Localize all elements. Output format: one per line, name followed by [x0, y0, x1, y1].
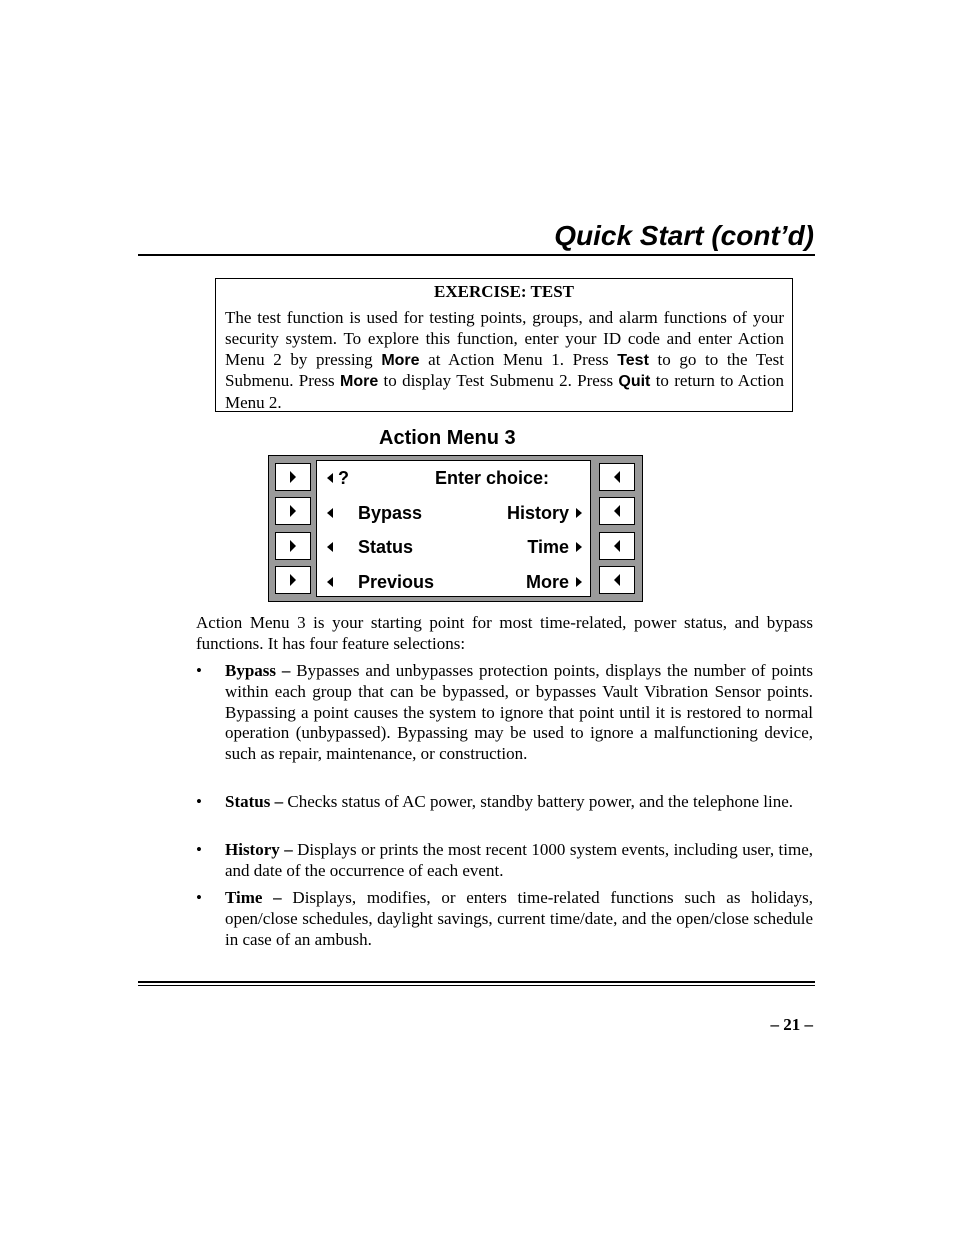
left-arrow-icon: [613, 574, 621, 586]
right-arrow-icon: [576, 508, 582, 518]
exercise-body: [225, 308, 784, 414]
menu-title: Action Menu 3: [379, 427, 516, 449]
left-arrow-icon: [327, 508, 333, 518]
left-arrow-icon: [327, 473, 333, 483]
bullet-icon: •: [196, 792, 202, 811]
menu-option-history: History: [506, 503, 569, 523]
exercise-box: [215, 278, 793, 412]
menu-option-status: Status: [358, 537, 414, 557]
left-arrow-icon: [613, 540, 621, 552]
exercise-text: at Action Menu 1. Press: [419, 349, 618, 369]
left-arrow-icon: [327, 577, 333, 587]
key-quit: Quit: [618, 373, 651, 391]
feature-term: History –: [225, 840, 293, 859]
feature-description: Displays or prints the most recent 1000 system events, including user, time, and date of the occurrence of each event.: [225, 840, 814, 880]
right-arrow-icon: [576, 577, 582, 587]
menu-option-bypass: Bypass: [358, 503, 423, 523]
feature-description: Checks status of AC power, standby battery power, and the telephone line.: [287, 792, 794, 811]
right-softkey-4[interactable]: [599, 566, 635, 594]
right-softkey-3[interactable]: [599, 532, 635, 560]
exercise-text: to go to the Test Submenu. Press: [225, 349, 784, 391]
intro-paragraph: Action Menu 3 is your starting point for most time-related, power status, and bypass functions. It has four feature selections:: [196, 613, 813, 653]
feature-term: Status –: [225, 792, 284, 811]
page-title: Quick Start (cont’d): [554, 220, 814, 251]
feature-description: Displays, modifies, or enters time-related functions such as holidays, open/close schedules, daylight savings, current time/date, and the open/close schedule in case of an ambush.: [225, 888, 814, 949]
exercise-text: to return to Action Menu 2.: [225, 371, 784, 413]
keypad-display: [268, 455, 643, 602]
header-rule: [138, 254, 815, 256]
lcd-screen: [316, 460, 591, 597]
menu-option-more: More: [525, 572, 569, 592]
feature-term: Bypass –: [225, 661, 291, 680]
key-test: Test: [617, 351, 649, 369]
right-arrow-icon: [289, 574, 297, 586]
footer-rule: [138, 985, 815, 986]
key-more: More: [381, 351, 420, 369]
right-arrow-icon: [289, 471, 297, 483]
left-softkey-2[interactable]: [275, 497, 311, 525]
page-number: – 21 –: [770, 1015, 813, 1034]
feature-description: Bypasses and unbypasses protection points, displays the number of points within each group that can be bypassed, or bypasses Vault Vibration Sensor points. Bypassing a point causes the system to ignore that point until it is restored to normal operation (unbypassed). Bypassing may be used to ignore a malfunctioning device, such as repair, maintenance, or construction.: [225, 661, 814, 764]
menu-option-time: Time: [527, 537, 569, 557]
key-more: More: [340, 373, 379, 391]
left-softkey-4[interactable]: [275, 566, 311, 594]
bullet-icon: •: [196, 661, 202, 680]
exercise-heading: EXERCISE: TEST: [434, 282, 574, 301]
exercise-text: to display Test Submenu 2. Press: [378, 371, 619, 391]
feature-term: Time –: [225, 888, 282, 907]
right-arrow-icon: [289, 505, 297, 517]
left-softkey-1[interactable]: [275, 463, 311, 491]
menu-option-previous: Previous: [358, 572, 435, 592]
prompt-symbol: ?: [338, 468, 349, 488]
lcd-prompt: Enter choice:: [435, 468, 550, 488]
left-arrow-icon: [613, 505, 621, 517]
bullet-icon: •: [196, 888, 202, 907]
right-arrow-icon: [289, 540, 297, 552]
footer-rule: [138, 981, 815, 983]
left-softkey-3[interactable]: [275, 532, 311, 560]
bullet-icon: •: [196, 840, 202, 859]
exercise-text: The test function is used for testing points, groups, and alarm functions of your security system. To explore this function, enter your ID code and enter Action Menu 2 by pressing: [225, 308, 784, 369]
right-softkey-2[interactable]: [599, 497, 635, 525]
left-arrow-icon: [327, 542, 333, 552]
left-arrow-icon: [613, 471, 621, 483]
right-arrow-icon: [576, 542, 582, 552]
right-softkey-1[interactable]: [599, 463, 635, 491]
